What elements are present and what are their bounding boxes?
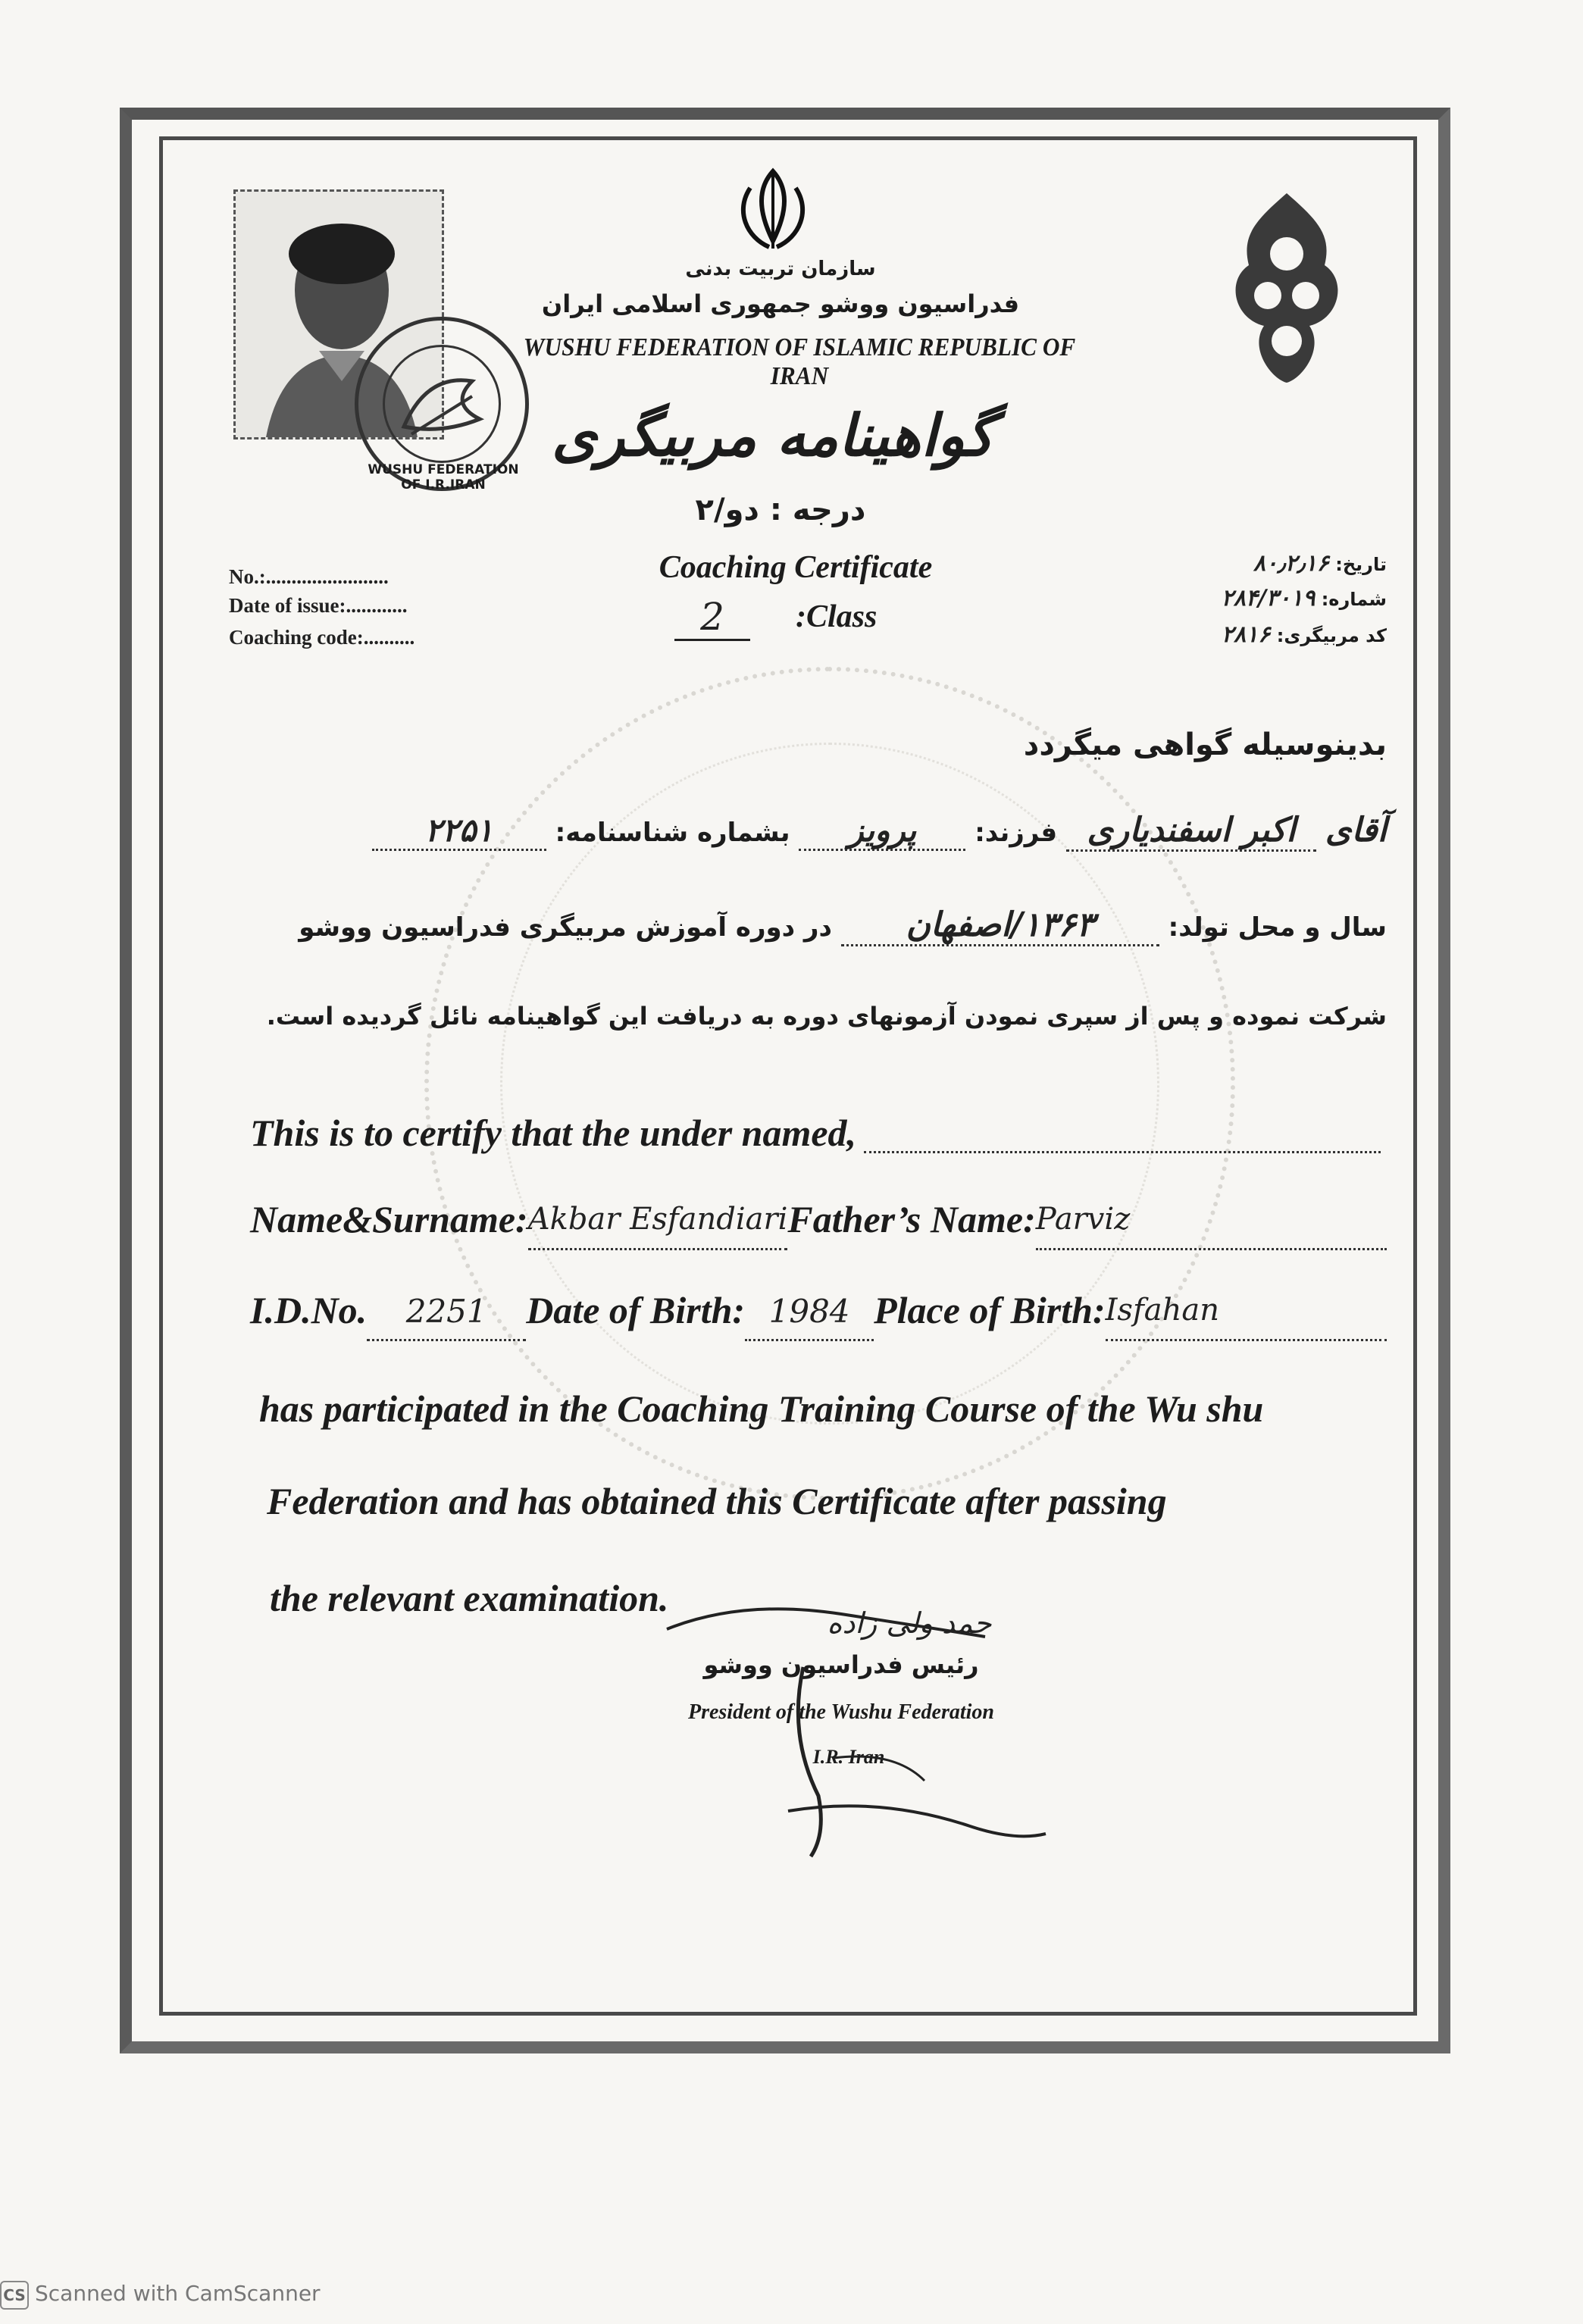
org-name-fa: سازمان تربیت بدنی (685, 258, 876, 280)
class-value: 2 (674, 595, 750, 641)
ornament-emblem-icon (1219, 189, 1355, 386)
fa-line2-rest: در دوره آموزش مربیگری فدراسیون ووشو (299, 912, 832, 943)
certificate-title-fa: گواهینامه مربیگری (552, 402, 994, 469)
fa-id-label: بشماره شناسنامه: (555, 818, 790, 848)
camscanner-logo-icon: CS (0, 2281, 29, 2310)
en-pob-label: Place of Birth: (874, 1289, 1106, 1331)
en-id-label: I.D.No. (250, 1289, 368, 1331)
federation-name-fa: فدراسیون ووشو جمهوری اسلامی ایران (541, 289, 1020, 318)
fa-id-value: ۲۲۵۱ (372, 812, 546, 851)
meta-code-fa (1159, 621, 1387, 648)
president-signature-icon (652, 1584, 1076, 1872)
grade-fa: درجه : دو/۲ (695, 493, 866, 527)
body-line4-en: has participated in the Coaching Training Course of the Wu shu (259, 1387, 1264, 1430)
body-line2-fa (250, 906, 1387, 959)
en-name-value: Akbar Esfandiari (528, 1197, 788, 1250)
en-father-value: Parviz (1036, 1197, 1387, 1250)
meta-date-fa (1159, 550, 1387, 577)
meta-code-label-fa: کد مربیگری: (1276, 625, 1387, 646)
federation-name-en: WUSHU FEDERATION OF ISLAMIC REPUBLIC OF IRAN (523, 333, 1076, 390)
class-label: :Class (796, 599, 878, 634)
en-father-label: Father’s Name: (787, 1198, 1036, 1240)
fa-father-value: پرویز (799, 812, 965, 851)
signatory-title-en: President of the Wushu Federation (687, 1700, 994, 1724)
meta-number-label-fa: شماره: (1321, 589, 1387, 610)
fa-father-label: فرزند: (975, 818, 1058, 848)
signatory-name-fa: حمد ولی زاده (827, 1606, 992, 1640)
fa-prefix: آقای (1325, 811, 1387, 849)
body-line3-en (250, 1288, 1387, 1341)
meta-code-value-fa: ۲۸۱۶ (1221, 621, 1271, 648)
iran-emblem-icon (727, 165, 818, 256)
body-line5-en: Federation and has obtained this Certificate after passing (267, 1480, 1167, 1522)
en-certify: This is to certify that the under named, (250, 1112, 857, 1154)
scanner-footer (0, 2281, 394, 2319)
meta-coaching-code: Coaching code:.......... (229, 626, 415, 649)
fa-birth-label: سال و محل تولد: (1168, 912, 1387, 943)
meta-date-value-fa: ۸۰٫۲٫۱۶ (1253, 550, 1329, 577)
meta-number-value-fa: ۲۸۴/۳۰۱۹ (1221, 585, 1316, 611)
seal-text: WUSHU FEDERATION OF I.R.IRAN (368, 462, 519, 493)
en-id-value: 2251 (367, 1288, 526, 1341)
body-intro-fa: بدینوسیله گواهی میگردد (1023, 727, 1387, 762)
federation-seal-ring (383, 345, 501, 463)
en-certify-dotline (864, 1111, 1381, 1153)
en-name-label: Name&Surname: (250, 1198, 528, 1240)
body-line3-fa: شرکت نموده و پس از سپری نمودن آزمونهای دوره به دریافت این گواهینامه نائل گردیده است. (266, 1002, 1387, 1031)
body-line2-en (250, 1197, 1387, 1250)
en-dob-label: Date of Birth: (526, 1289, 746, 1331)
fa-name-value: اکبر اسفندیاری (1066, 811, 1316, 852)
en-dob-value: 1984 (745, 1288, 874, 1341)
meta-no: No.:........................ (229, 565, 389, 588)
scanner-footer-text: Scanned with CamScanner (35, 2281, 321, 2306)
body-line6-en: the relevant examination. (270, 1577, 669, 1619)
signatory-title-fa: رئیس فدراسیون ووشو (703, 1650, 979, 1679)
meta-number-fa (1159, 585, 1387, 611)
signatory-country-en: I.R. Iran (812, 1746, 885, 1768)
body-line1-en (250, 1111, 1387, 1164)
meta-date-of-issue: Date of issue:............ (229, 594, 408, 617)
certificate-title-en: Coaching Certificate (659, 550, 933, 585)
meta-date-label-fa: تاریخ: (1335, 554, 1387, 575)
fa-birth-value: ۱۳۶۳/اصفهان (841, 906, 1159, 946)
en-pob-value: Isfahan (1106, 1288, 1387, 1341)
body-line1-fa (250, 811, 1387, 864)
